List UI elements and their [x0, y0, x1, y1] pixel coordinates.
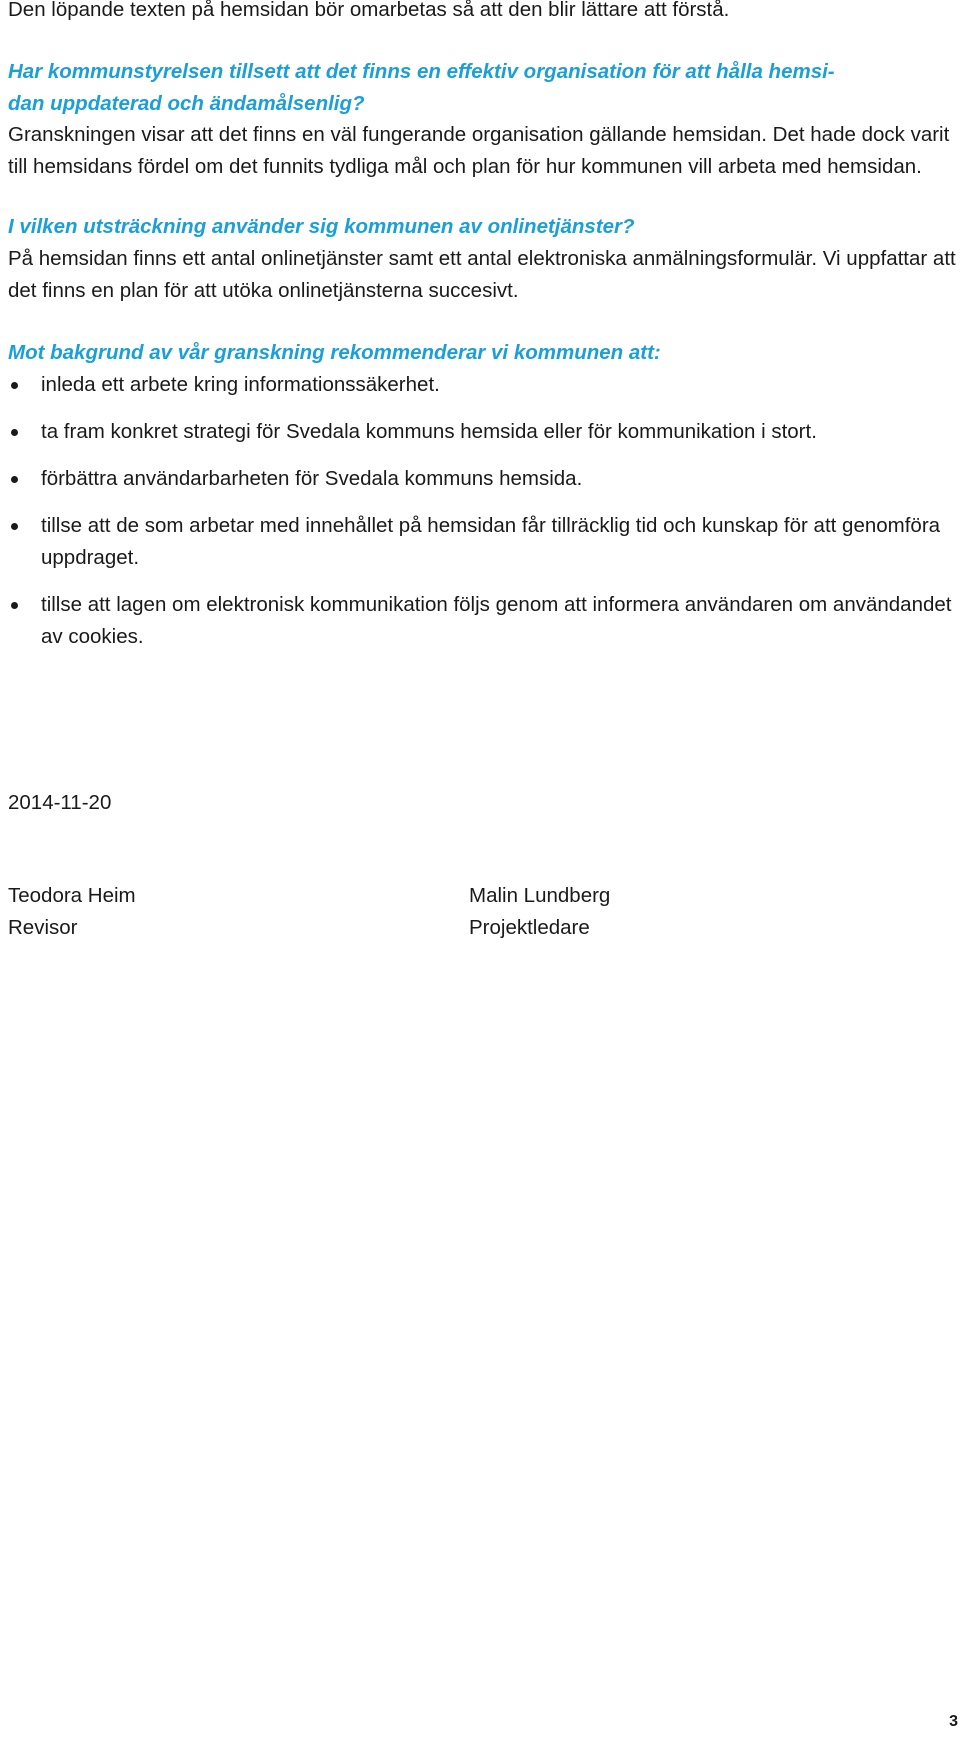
document-date: 2014-11-20	[8, 791, 112, 814]
signature-role: Revisor	[8, 916, 78, 939]
answer-onlinetjanster: På hemsidan finns ett antal onlinetjänster samt ett antal elektroniska anmälningsformulär. Vi uppfattar att det finns en plan för att utöka onlinetjänsterna succesivt.	[8, 247, 956, 302]
page-number: 3	[949, 1713, 958, 1730]
list-item-text: tillse att de som arbetar med innehållet på hemsidan får tillräcklig tid och kunskap för att genomföra uppdraget.	[41, 514, 941, 569]
recommendations-heading: Mot bakgrund av vår granskning rekommenderar vi kommunen att:	[8, 341, 661, 364]
list-item-text: ta fram konkret strategi för Svedala kommuns hemsida eller för kommunikation i stort.	[41, 420, 817, 443]
question-heading-onlinetjanster: I vilken utsträckning använder sig kommunen av onlinetjänster?	[8, 215, 635, 238]
bullet-icon	[11, 523, 18, 530]
list-item	[8, 463, 956, 495]
list-item-text: förbättra användarbarheten för Svedala kommuns hemsida.	[41, 467, 583, 490]
document-body	[8, 0, 956, 668]
intro-paragraph: Den löpande texten på hemsidan bör omarbetas så att den blir lättare att förstå.	[8, 0, 730, 21]
list-item-text: inleda ett arbete kring informationssäkerhet.	[41, 373, 440, 396]
question-heading-organisation-line2: dan uppdaterad och ändamålsenlig?	[8, 92, 365, 115]
bullet-icon	[11, 382, 18, 389]
recommendations-list	[8, 369, 956, 653]
bullet-icon	[11, 602, 18, 609]
bullet-icon	[11, 476, 18, 483]
list-item	[8, 510, 956, 574]
list-item	[8, 416, 956, 448]
list-item	[8, 369, 956, 401]
signature-name: Malin Lundberg	[469, 884, 611, 907]
signature-block-projektledare	[469, 880, 610, 944]
question-heading-organisation-line1: Har kommunstyrelsen tillsett att det finns en effektiv organisation för att hålla hemsi-	[8, 60, 835, 83]
list-item	[8, 589, 956, 653]
signature-block-revisor	[8, 880, 136, 944]
signature-name: Teodora Heim	[8, 884, 136, 907]
answer-organisation: Granskningen visar att det finns en väl fungerande organisation gällande hemsidan. Det hade dock varit till hemsidans fördel om det funnits tydliga mål och plan för hur kommunen vill arbeta med hemsidan.	[8, 123, 950, 178]
signature-role: Projektledare	[469, 916, 590, 939]
list-item-text: tillse att lagen om elektronisk kommunikation följs genom att informera användaren om användandet av cookies.	[41, 593, 952, 648]
bullet-icon	[11, 429, 18, 436]
